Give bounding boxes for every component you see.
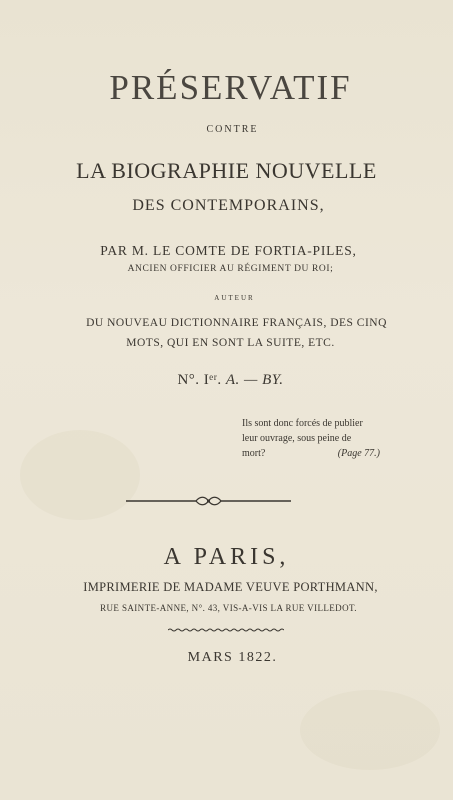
epigraph-text: mort? [242, 448, 266, 459]
epigraph-page-reference: (Page 77.) [337, 448, 380, 459]
contre-line: CONTRE [206, 124, 259, 135]
dictionary-line-2: MOTS, QUI EN SONT LA SUITE, ETC. [126, 337, 335, 349]
epigraph-line-2: leur ouvrage, sous peine de [242, 433, 352, 444]
wavy-rule-icon [168, 628, 284, 632]
book-title: PRÉSERVATIF [109, 68, 352, 107]
dictionary-line-1: DU NOUVEAU DICTIONNAIRE FRANÇAIS, DES CINQ [86, 317, 387, 329]
city: A PARIS, [163, 544, 290, 570]
paper-stain [300, 690, 440, 770]
ornament-divider-icon [126, 494, 291, 508]
epigraph-line-3 [242, 446, 392, 461]
contemporains-line: DES CONTEMPORAINS, [132, 197, 325, 214]
address: RUE SAINTE-ANNE, N°. 43, VIS-A-VIS LA RUE VILLEDOT. [100, 603, 357, 613]
subtitle: LA BIOGRAPHIE NOUVELLE [76, 158, 377, 183]
publication-date: MARS 1822. [187, 650, 278, 665]
epigraph [242, 416, 392, 461]
auteur-label: AUTEUR [214, 294, 255, 302]
issue-number [4, 372, 453, 389]
epigraph-line-1: Ils sont donc forcés de publier [242, 418, 363, 429]
paper-stain [20, 430, 140, 520]
issue-range: A. — BY. [225, 372, 284, 388]
issue-prefix: N°. Iᵉʳ. [177, 372, 222, 388]
printer: IMPRIMERIE DE MADAME VEUVE PORTHMANN, [83, 580, 378, 594]
author-line: PAR M. LE COMTE DE FORTIA-PILES, [100, 243, 357, 258]
officer-line: ANCIEN OFFICIER AU RÉGIMENT DU ROI; [127, 264, 334, 274]
